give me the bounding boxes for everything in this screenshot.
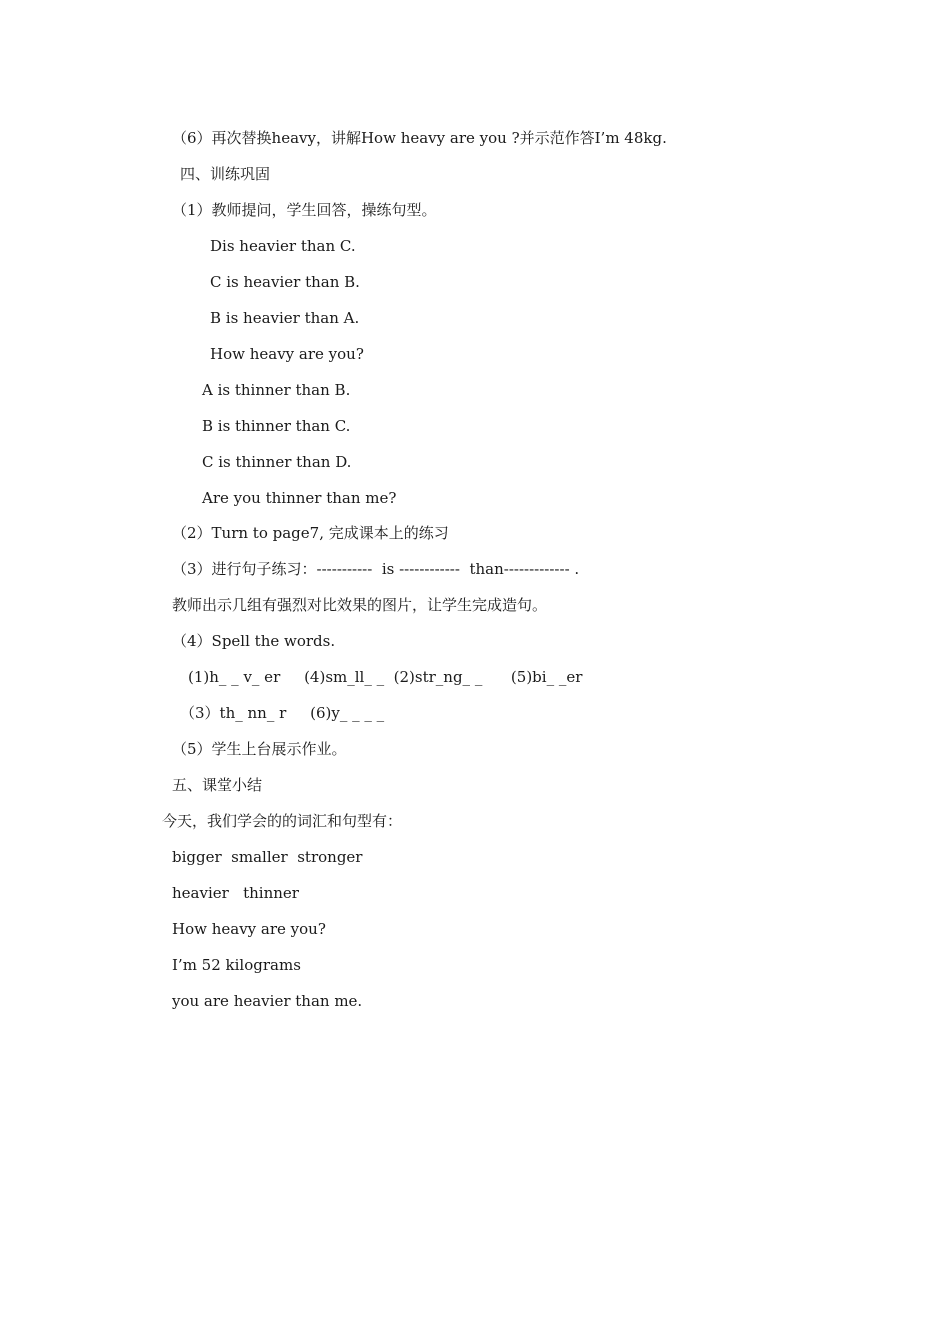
section-4-heading: 四、训练巩固 bbox=[180, 165, 271, 183]
summary-vocab-2: heavier thinner bbox=[172, 884, 299, 902]
drill-1-text: （1）教师提问，学生回答，操练句型。 bbox=[172, 201, 437, 219]
example-sentence: Dis heavier than C. bbox=[210, 237, 356, 255]
example-sentence: B is thinner than C. bbox=[202, 417, 351, 435]
summary-sentence: How heavy are you? bbox=[172, 920, 326, 938]
example-sentence: Are you thinner than me? bbox=[202, 489, 397, 507]
spelling-row-2: （3）th_ nn_ r (6)y_ _ _ _ bbox=[180, 704, 385, 722]
drill-4-text: （4）Spell the words. bbox=[172, 632, 336, 650]
summary-sentence: you are heavier than me. bbox=[172, 992, 363, 1010]
summary-sentence: I’m 52 kilograms bbox=[172, 956, 301, 974]
drill-5-text: （5）学生上台展示作业。 bbox=[172, 740, 347, 758]
drill-3-text: （3）进行句子练习：----------- is ------------ than------------- . bbox=[172, 560, 580, 578]
example-sentence: A is thinner than B. bbox=[202, 381, 351, 399]
drill-2-text: （2）Turn to page7, 完成课本上的练习 bbox=[172, 524, 449, 542]
spelling-row-1: (1)h_ _ v_ er (4)sm_ll_ _ (2)str_ng_ _ (5)bi_ _er bbox=[188, 668, 583, 686]
example-sentence: B is heavier than A. bbox=[210, 309, 360, 327]
summary-intro: 今天，我们学会的的词汇和句型有： bbox=[162, 812, 403, 830]
example-sentence: C is thinner than D. bbox=[202, 453, 352, 471]
example-sentence: How heavy are you? bbox=[210, 345, 364, 363]
drill-3-instruction: 教师出示几组有强烈对比效果的图片，让学生完成造句。 bbox=[172, 596, 548, 614]
example-sentence: C is heavier than B. bbox=[210, 273, 360, 291]
step-6-text: （6）再次替换heavy，讲解How heavy are you ?并示范作答I’m 48kg. bbox=[172, 129, 667, 147]
summary-vocab-1: bigger smaller stronger bbox=[172, 848, 363, 866]
section-5-heading: 五、课堂小结 bbox=[172, 776, 263, 794]
